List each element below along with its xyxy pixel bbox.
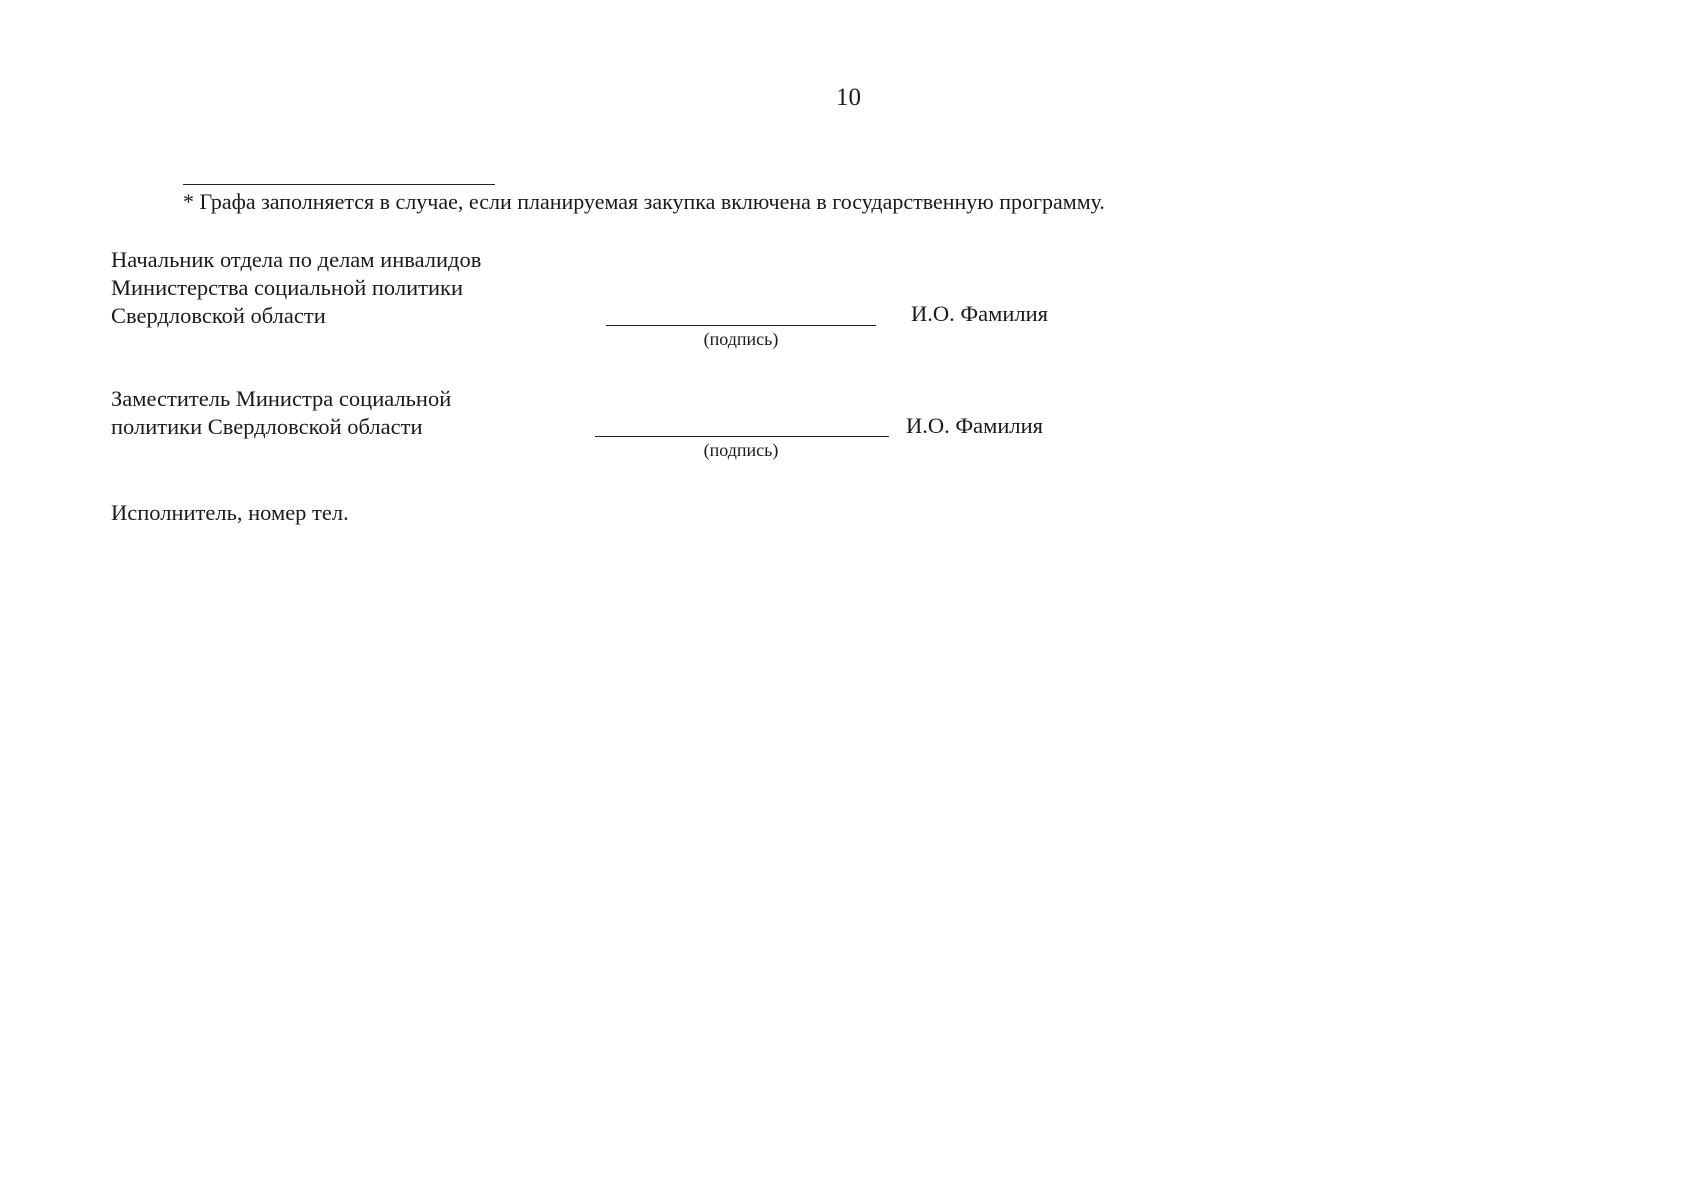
signatory-2-signature-line [595, 436, 889, 437]
executor-contact: Исполнитель, номер тел. [111, 500, 349, 525]
signatory-2-position [111, 385, 451, 441]
signatory-1-position-line: Свердловской области [111, 303, 326, 328]
signatory-1-position-line: Министерства социальной политики [111, 275, 464, 300]
signatory-1-signature-line [606, 325, 876, 326]
signatory-2-name: И.О. Фамилия [906, 413, 1044, 438]
footnote-separator [183, 184, 495, 185]
signatory-1-position [111, 246, 481, 330]
signatory-2-position-line: политики Свердловской области [111, 414, 423, 439]
signatory-2-position-line: Заместитель Министра социальной [111, 386, 452, 411]
signatory-1-name: И.О. Фамилия [911, 301, 1049, 326]
signatory-1-position-line: Начальник отдела по делам инвалидов [111, 247, 482, 272]
signatory-2-signature-caption: (подпись) [703, 440, 779, 460]
page-number: 10 [836, 84, 861, 111]
footnote-text: * Графа заполняется в случае, если планируемая закупка включена в государственную программу. [183, 189, 1105, 214]
signatory-1-signature-caption: (подпись) [703, 329, 779, 349]
